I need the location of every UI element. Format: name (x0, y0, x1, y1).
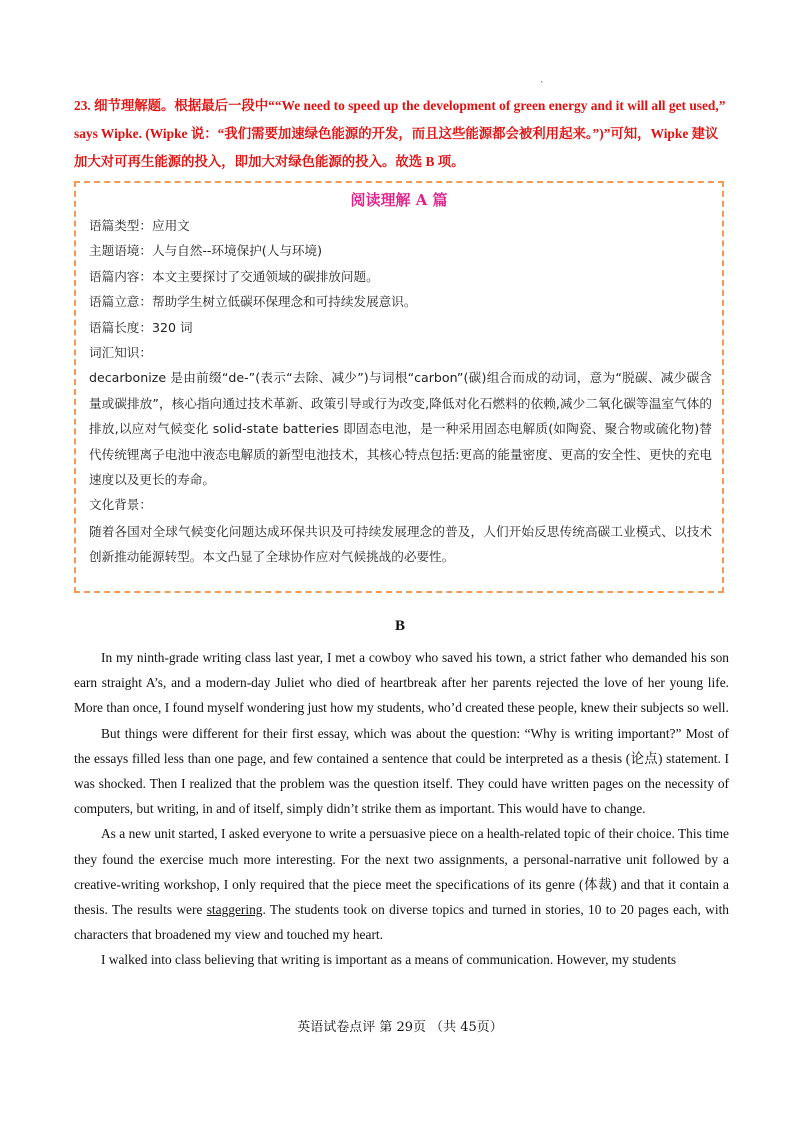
vocab-label: 词汇知识： (89, 345, 152, 361)
paragraph-3-part-b: . The students took on diverse topics and turned in stories, 10 to 20 pages each, with characters that broadened my view and touched my heart. (74, 902, 729, 943)
box-body (76, 213, 722, 570)
paragraph-3 (74, 821, 729, 947)
section-heading: B (394, 618, 405, 634)
text-purpose: 语篇立意：帮助学生树立低碳环保理念和可持续发展意识。 (89, 294, 417, 310)
paragraph-4: I walked into class believing that writing is important as a means of communication. However, my students (101, 952, 677, 968)
paragraph-1: In my ninth-grade writing class last year, I met a cowboy who saved his town, a strict father who demanded his son earn straight A’s, and a modern-day Juliet who died of heartbreak after her parents rejected the love of her young life. More than once, I found myself wondering just how my students, who’d created these people, knew their subjects so well. (74, 650, 729, 716)
text-content: 语篇内容：本文主要探讨了交通领域的碳排放问题。 (89, 268, 379, 284)
culture-label: 文化背景： (89, 497, 152, 513)
culture-text: 随着各国对全球气候变化问题达成环保共识及可持续发展理念的普及，人们开始反思传统高碳工业模式、以技术创新推动能源转型。本文凸显了全球协作应对气候挑战的必要性。 (89, 523, 712, 565)
reading-analysis-box (74, 181, 724, 593)
text-type: 语篇类型：应用文 (89, 218, 190, 233)
article-passage (74, 645, 729, 973)
paragraph-3-part-a: As a new unit started, I asked everyone to write a persuasive piece on a health-related topic of their choice. This time they found the exercise much more interesting. For the next two assignments, a personal-narrative unit followed by a creative-writing workshop, I only required that the piece meet the specifications of its genre (体裁) and that it contain a thesis. The results were (74, 826, 729, 918)
theme-context: 主题语境：人与自然--环境保护(人与环境) (89, 243, 323, 259)
paragraph-2: But things were different for their first essay, which was about the question: “Why is writing important?” Most of the essays filled less than one page, and few contained a sentence that could be interpreted as a thesis (论点) statement. I was shocked. Then I realized that the problem was the question itself. They could have written pages on the necessity of computers, but writing, in and of itself, simply didn’t strike them as important. This would have to change. (74, 725, 729, 817)
page-footer: 英语试卷点评 第 29页 （共 45页） (297, 1020, 503, 1035)
text-length: 语篇长度：320 词 (89, 319, 193, 335)
vocab-text: decarbonize 是由前缀“de-”(表示“去除、减少”)与词根“carbon”(碳)组合而成的动词，意为“脱碳、减少碳含量或碳排放”，核心指向通过技术革新、政策引导或行为改变,降低对化石燃料的依赖,减少二氧化碳等温室气体的排放,以应对气候变化 solid-state batteries 即固态电池，是一种采用固态电解质(如陶瓷、聚合物或硫化物)替代传统锂离子电池中液态电解质的新型电池技术，其核心特点包括:更高的能量密度、更高的安全性、更快的充电速度以及更长的寿命。 (89, 370, 712, 488)
stray-mark: ˋ (540, 82, 545, 92)
answer-text: 23. 细节理解题。根据最后一段中““We need to speed up the development of green energy and it will all get used,” says Wipke. (Wipke 说：“我们需要加速绿色能源的开发，而且这些能源都会被利用起来。”)”可知，Wipke 建议加大对可再生能源的投入，即加大对绿色能源的投入。故选 B 项。 (74, 98, 726, 169)
underlined-word: staggering (206, 902, 263, 918)
answer-explanation (74, 92, 730, 176)
box-title: 阅读理解 A 篇 (350, 191, 448, 209)
